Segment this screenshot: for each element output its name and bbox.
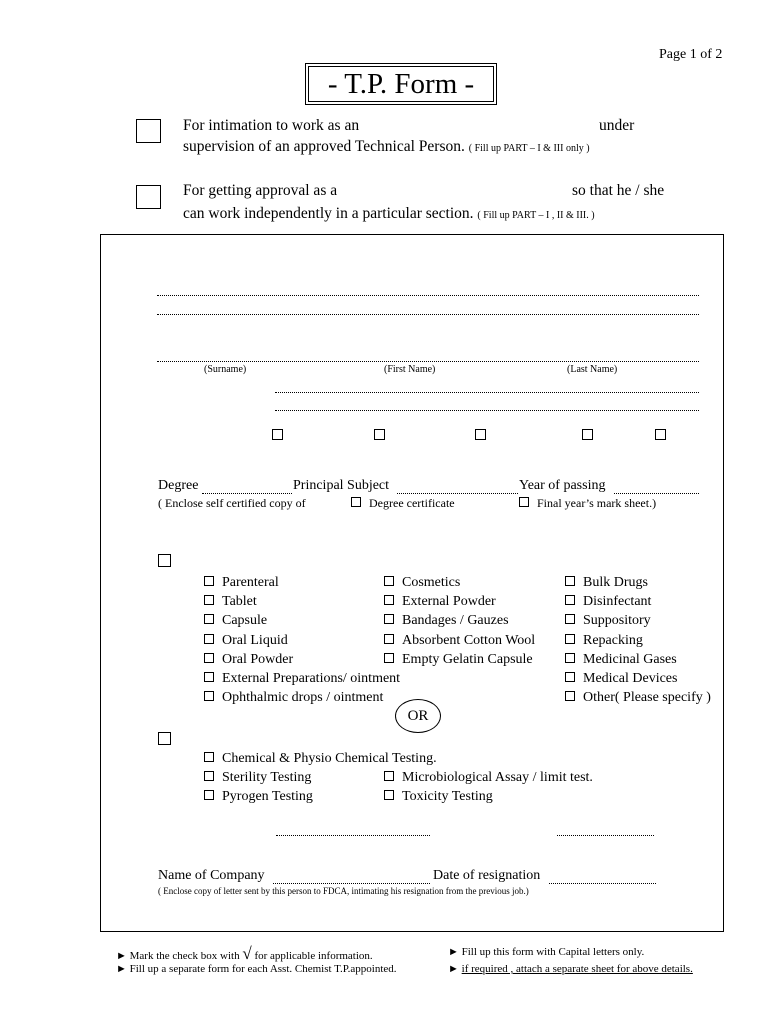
option1-line2: supervision of an approved Technical Person.: [183, 138, 465, 155]
intimation-checkbox[interactable]: [136, 119, 161, 143]
testing-label: Microbiological Assay / limit test.: [402, 770, 593, 785]
fill-line-2[interactable]: [157, 314, 699, 315]
option1-note: ( Fill up PART – I & III only ): [468, 143, 590, 154]
manufacturing-section-checkbox[interactable]: [158, 554, 171, 567]
testing-checkbox[interactable]: [204, 752, 214, 762]
section-label: Medicinal Gases: [583, 651, 677, 667]
degree-certificate-label: Degree certificate: [369, 496, 455, 510]
section-checkbox[interactable]: [204, 691, 214, 701]
option-checkbox-2[interactable]: [374, 429, 385, 440]
section-label: Oral Powder: [222, 651, 294, 667]
footer-note-3: ► Fill up a separate form for each Asst. Chemist T.P.appointed.: [116, 963, 397, 975]
footer-note-1: [116, 944, 373, 964]
section-checkbox[interactable]: [204, 614, 214, 624]
section-item[interactable]: [565, 669, 711, 688]
sections-col3: [565, 573, 711, 707]
company-note: ( Enclose copy of letter sent by this person to FDCA, intimating his resignation from the previous job.): [158, 886, 529, 896]
testing-sterility[interactable]: [204, 770, 311, 786]
section-checkbox[interactable]: [565, 595, 575, 605]
section-label: Suppository: [583, 613, 651, 629]
section-item[interactable]: [204, 650, 400, 669]
section-checkbox[interactable]: [565, 576, 575, 586]
name-of-company-label: Name of Company: [158, 868, 265, 883]
section-checkbox[interactable]: [565, 634, 575, 644]
testing-label: Sterility Testing: [222, 770, 312, 785]
sections-col2: [384, 573, 535, 669]
fill-line-5[interactable]: [276, 835, 430, 836]
footer-note-2: ► Fill up this form with Capital letters only.: [448, 946, 645, 958]
section-checkbox[interactable]: [204, 653, 214, 663]
enclose-label: ( Enclose self certified copy of: [158, 496, 306, 510]
section-item[interactable]: [204, 631, 400, 650]
footer-note-4-arrow: ►: [448, 963, 459, 975]
section-checkbox[interactable]: [204, 634, 214, 644]
section-label: Medical Devices: [583, 671, 678, 687]
sections-col1: [204, 573, 400, 707]
section-label: Tablet: [222, 594, 257, 610]
section-label: Bandages / Gauzes: [402, 613, 509, 629]
testing-chem[interactable]: [204, 751, 437, 767]
section-checkbox[interactable]: [565, 653, 575, 663]
degree-certificate-checkbox[interactable]: [351, 497, 361, 507]
degree-field[interactable]: [202, 493, 292, 494]
option-checkbox-3[interactable]: [475, 429, 486, 440]
option1-text-b: under: [599, 117, 635, 134]
testing-label: Pyrogen Testing: [222, 789, 313, 804]
section-label: Other( Please specify ): [583, 690, 711, 706]
option1-text-a: For intimation to work as an: [183, 117, 360, 134]
surname-label: (Surname): [204, 364, 247, 375]
section-checkbox[interactable]: [565, 672, 575, 682]
section-label: External Preparations/ ointment: [222, 671, 401, 687]
section-item[interactable]: [565, 573, 711, 592]
name-fill-line[interactable]: [157, 361, 699, 362]
marksheet-option[interactable]: [519, 496, 656, 511]
section-item[interactable]: [204, 611, 400, 630]
section-item[interactable]: [565, 631, 711, 650]
section-checkbox[interactable]: [384, 653, 394, 663]
section-item[interactable]: [384, 592, 535, 611]
testing-pyrogen[interactable]: [204, 789, 313, 805]
section-label: Ophthalmic drops / ointment: [222, 690, 384, 706]
section-item[interactable]: [384, 631, 535, 650]
section-item[interactable]: [565, 611, 711, 630]
degree-label: Degree: [158, 478, 199, 493]
section-label: Absorbent Cotton Wool: [402, 632, 536, 648]
fill-line-4[interactable]: [275, 410, 699, 411]
section-checkbox[interactable]: [204, 576, 214, 586]
testing-checkbox[interactable]: [384, 771, 394, 781]
option1-text-line2: [183, 138, 590, 156]
page-number: Page 1 of 2: [659, 47, 723, 62]
approval-checkbox[interactable]: [136, 185, 161, 209]
section-label: Cosmetics: [402, 575, 461, 590]
option2-note: ( Fill up PART – I , II & III. ): [477, 210, 595, 221]
degree-certificate-option[interactable]: [351, 496, 455, 511]
section-label: External Powder: [402, 594, 496, 610]
name-of-company-field[interactable]: [273, 883, 430, 884]
footer-note-4: [448, 963, 693, 975]
testing-checkbox[interactable]: [204, 771, 214, 781]
testing-section-checkbox[interactable]: [158, 732, 171, 745]
year-of-passing-label: Year of passing: [519, 478, 606, 493]
option-checkbox-4[interactable]: [582, 429, 593, 440]
footer-note-4-text: if required , attach a separate sheet for above details.: [461, 963, 693, 975]
section-label: Empty Gelatin Capsule: [402, 651, 533, 667]
testing-label: Toxicity Testing: [402, 789, 493, 804]
year-of-passing-field[interactable]: [614, 493, 699, 494]
option-checkbox-5[interactable]: [655, 429, 666, 440]
option2-text-line2: [183, 205, 595, 223]
section-item[interactable]: [204, 573, 400, 592]
section-label: Bulk Drugs: [583, 575, 648, 590]
section-label: Repacking: [583, 632, 643, 648]
section-label: Oral Liquid: [222, 632, 288, 648]
date-of-resignation-field[interactable]: [549, 883, 656, 884]
last-name-label: (Last Name): [567, 364, 618, 375]
testing-micro[interactable]: [384, 770, 593, 786]
section-label: Disinfectant: [583, 594, 652, 610]
fill-line-1[interactable]: [157, 295, 699, 296]
form-title: - T.P. Form -: [308, 66, 494, 102]
section-checkbox[interactable]: [204, 595, 214, 605]
option2-text-a: For getting approval as a: [183, 182, 338, 199]
testing-checkbox[interactable]: [204, 790, 214, 800]
section-label: Parenteral: [222, 575, 279, 590]
section-item[interactable]: [384, 573, 535, 592]
form-title-frame: [305, 63, 497, 105]
testing-label: Chemical & Physio Chemical Testing.: [222, 751, 437, 766]
first-name-label: (First Name): [384, 364, 436, 375]
option2-line2: can work independently in a particular section.: [183, 205, 474, 222]
section-item[interactable]: [565, 650, 711, 669]
tick-icon: √: [242, 944, 252, 963]
option2-text-b: so that he / she: [572, 182, 665, 199]
section-checkbox[interactable]: [565, 614, 575, 624]
fill-line-3[interactable]: [275, 392, 699, 393]
section-checkbox[interactable]: [384, 634, 394, 644]
section-checkbox[interactable]: [384, 576, 394, 586]
principal-subject-label: Principal Subject: [293, 478, 390, 493]
or-oval: OR: [395, 699, 441, 733]
section-checkbox[interactable]: [204, 672, 214, 682]
marksheet-label: Final year’s mark sheet.): [537, 496, 657, 510]
principal-subject-field[interactable]: [397, 493, 518, 494]
fill-line-6[interactable]: [557, 835, 654, 836]
section-label: Capsule: [222, 613, 268, 629]
section-checkbox[interactable]: [565, 691, 575, 701]
section-item[interactable]: [384, 611, 535, 630]
testing-toxicity[interactable]: [384, 789, 493, 805]
section-item[interactable]: [204, 592, 400, 611]
marksheet-checkbox[interactable]: [519, 497, 529, 507]
footer-note-1-a: ► Mark the check box with: [116, 950, 240, 962]
section-item[interactable]: [204, 669, 400, 688]
testing-checkbox[interactable]: [384, 790, 394, 800]
section-item[interactable]: [565, 688, 711, 707]
section-checkbox[interactable]: [384, 595, 394, 605]
section-item[interactable]: [384, 650, 535, 669]
footer-note-1-b: for applicable information.: [254, 950, 373, 962]
date-of-resignation-label: Date of resignation: [433, 868, 541, 883]
section-item[interactable]: [204, 688, 400, 707]
section-item[interactable]: [565, 592, 711, 611]
option-checkbox-1[interactable]: [272, 429, 283, 440]
section-checkbox[interactable]: [384, 614, 394, 624]
